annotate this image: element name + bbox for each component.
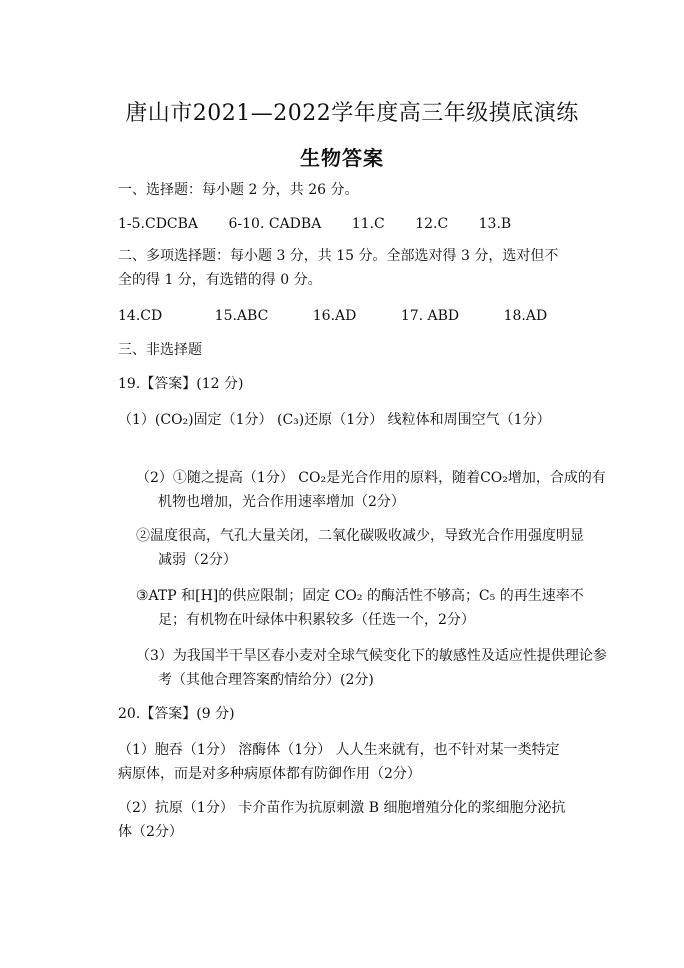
q20-item2: （2）抗原（1分） 卡介苗作为抗原刺激 B 细胞增殖分化的浆细胞分泌抗体（2分）	[118, 800, 566, 840]
q19-item3: （3）为我国半干旱区春小麦对全球气候变化下的敏感性及适应性提供理论参考（其他合理答案酌情给分）(2分)	[136, 648, 607, 688]
document-title: 唐山市2021—2022学年度高三年级摸底演练	[125, 101, 579, 126]
answer-1-5: 1-5.CDCBA	[118, 216, 199, 232]
q19-item2a: （2）①随之提高（1分） CO₂是光合作用的原料，随着CO₂增加，合成的有机物也增加，光合作用速率增加（2分）	[136, 470, 606, 510]
part1-answers	[118, 214, 511, 234]
part2-heading: 二、多项选择题：每小题 3 分，共 15 分。全部选对得 3 分，选对但不全的得 1 分，有选错的得 0 分。	[118, 248, 559, 288]
answer-13: 13.B	[478, 216, 512, 232]
q19-label: 19.【答案】(12 分)	[118, 376, 244, 392]
answer-17: 17. ABD	[400, 308, 460, 324]
answer-14: 14.CD	[118, 308, 163, 324]
answer-16: 16.AD	[312, 308, 357, 324]
answer-11: 11.C	[351, 216, 385, 232]
answer-18: 18.AD	[503, 308, 548, 324]
part1-heading: 一、选择题：每小题 2 分，共 26 分。	[118, 182, 359, 198]
part2-answers	[118, 306, 547, 326]
part3-heading: 三、非选择题	[118, 342, 202, 358]
q19-item2c: ③ATP 和[H]的供应限制；固定 CO₂ 的酶活性不够高；C₅ 的再生速率不足；有机物在叶绿体中积累较多（任选一个，2分）	[136, 588, 584, 628]
answer-12: 12.C	[415, 216, 449, 232]
q20-item1: （1）胞吞（1分） 溶酶体（1分） 人人生来就有，也不针对某一类特定病原体，而是对多种病原体都有防御作用（2分）	[118, 742, 560, 782]
q20-label: 20.【答案】(9 分)	[118, 706, 235, 722]
q19-item1: （1）(CO₂)固定（1分） (C₃)还原（1分） 线粒体和周围空气（1分）	[118, 412, 551, 428]
answer-15: 15.ABC	[214, 308, 269, 324]
q19-item2b: ②温度很高，气孔大量关闭，二氧化碳吸收减少，导致光合作用强度明显减弱（2分）	[136, 528, 584, 568]
document-subtitle: 生物答案	[300, 146, 384, 170]
answer-6-10: 6-10. CADBA	[228, 216, 322, 232]
